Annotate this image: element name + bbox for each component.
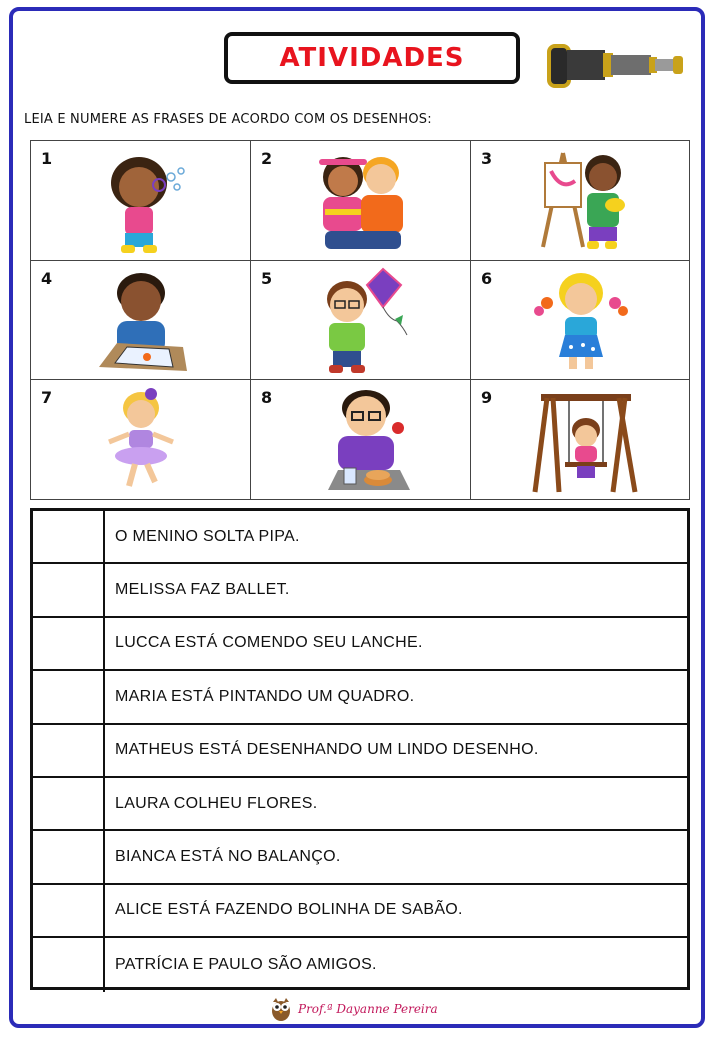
- answer-box[interactable]: [33, 885, 105, 936]
- sentence-text: MATHEUS ESTÁ DESENHANDO UM LINDO DESENHO.: [115, 741, 539, 759]
- title-box: [224, 32, 520, 84]
- answer-box[interactable]: [33, 831, 105, 882]
- sentence-text: MARIA ESTÁ PINTANDO UM QUADRO.: [115, 687, 415, 705]
- sentence-text: O MENINO SOLTA PIPA.: [115, 527, 300, 545]
- picture-number: 9: [481, 388, 493, 407]
- sentence-text: BIANCA ESTÁ NO BALANÇO.: [115, 848, 341, 866]
- picture-cell: [31, 261, 251, 380]
- boy-kite-icon: [311, 267, 411, 375]
- girl-flowers-icon: [531, 267, 631, 375]
- picture-number: 6: [481, 269, 493, 288]
- girl-swing-icon: [521, 386, 651, 494]
- picture-cell: [471, 380, 689, 499]
- picture-number: 8: [261, 388, 273, 407]
- answer-box[interactable]: [33, 725, 105, 776]
- sentence-text: MELISSA FAZ BALLET.: [115, 581, 290, 599]
- girl-bubbles-icon: [91, 147, 191, 255]
- answer-box[interactable]: [33, 778, 105, 829]
- instruction-text: LEIA E NUMERE AS FRASES DE ACORDO COM OS DESENHOS:: [24, 112, 432, 127]
- answer-box[interactable]: [33, 671, 105, 722]
- sentence-text: PATRÍCIA E PAULO SÃO AMIGOS.: [115, 955, 377, 973]
- sentence-text: LAURA COLHEU FLORES.: [115, 794, 318, 812]
- sentence-row: [33, 725, 687, 778]
- sentence-row: [33, 511, 687, 564]
- picture-grid: [30, 140, 690, 500]
- picture-cell: [31, 141, 251, 261]
- author-signature: Prof.ª Dayanne Pereira: [298, 1002, 438, 1016]
- spyglass-icon: [545, 36, 687, 94]
- girl-painting-icon: [531, 147, 631, 255]
- sentence-row: [33, 938, 687, 991]
- picture-cell: [31, 380, 251, 499]
- answer-box[interactable]: [33, 618, 105, 669]
- picture-cell: [251, 380, 471, 499]
- picture-number: 3: [481, 149, 493, 168]
- answer-box[interactable]: [33, 511, 105, 562]
- sentence-text: LUCCA ESTÁ COMENDO SEU LANCHE.: [115, 634, 423, 652]
- sentence-text: ALICE ESTÁ FAZENDO BOLINHA DE SABÃO.: [115, 901, 463, 919]
- picture-cell: [251, 141, 471, 261]
- sentence-row: [33, 885, 687, 938]
- answer-box[interactable]: [33, 938, 105, 991]
- page-title: ATIVIDADES: [279, 43, 465, 73]
- two-friends-icon: [301, 147, 421, 255]
- sentence-row: [33, 671, 687, 724]
- boy-lunch-icon: [311, 386, 421, 494]
- sentence-row: [33, 564, 687, 617]
- sentence-row: [33, 831, 687, 884]
- sentence-row: [33, 618, 687, 671]
- picture-cell: [471, 261, 689, 380]
- girl-ballet-icon: [91, 386, 191, 494]
- picture-number: 5: [261, 269, 273, 288]
- footer: [270, 994, 438, 1024]
- picture-number: 2: [261, 149, 273, 168]
- sentence-table: [30, 508, 690, 990]
- picture-number: 7: [41, 388, 53, 407]
- picture-cell: [471, 141, 689, 261]
- picture-cell: [251, 261, 471, 380]
- picture-number: 4: [41, 269, 53, 288]
- picture-number: 1: [41, 149, 53, 168]
- owl-icon: [270, 996, 292, 1022]
- boy-drawing-icon: [91, 267, 191, 375]
- answer-box[interactable]: [33, 564, 105, 615]
- sentence-row: [33, 778, 687, 831]
